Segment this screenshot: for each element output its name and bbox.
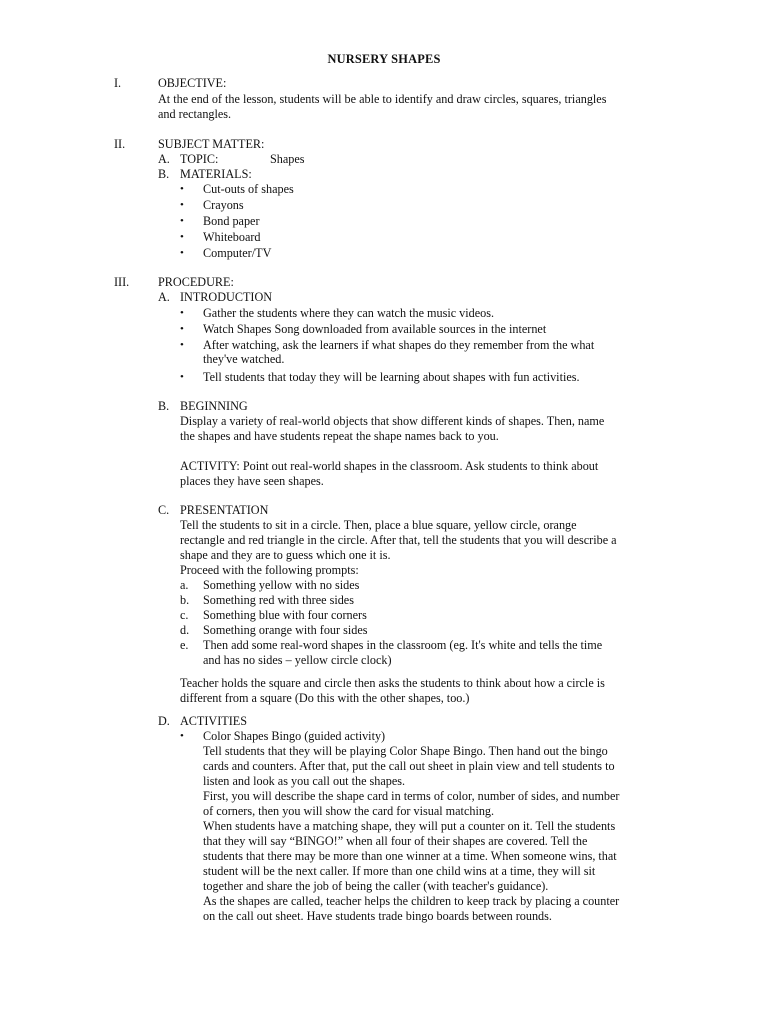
beginning-activity-line: ACTIVITY: Point out real-world shapes in the classroom. Ask students to think about: [180, 459, 599, 473]
activities-text-line: on the call out sheet. Have students trade bingo boards between rounds.: [203, 909, 552, 923]
presentation-letter: C.: [158, 503, 170, 517]
bullet-icon: •: [180, 215, 184, 227]
bullet-icon: •: [180, 183, 184, 195]
bullet-icon: •: [180, 371, 184, 383]
bullet-icon: •: [180, 339, 184, 351]
activities-text-line: As the shapes are called, teacher helps the children to keep track by placing a counter: [203, 894, 620, 908]
prompt-letter: d.: [180, 623, 190, 637]
presentation-text-line: Proceed with the following prompts:: [180, 563, 359, 577]
objective-text-line: At the end of the lesson, students will be able to identify and draw circles, squares, triangles: [158, 92, 607, 106]
prompt-letter: b.: [180, 593, 190, 607]
bullet-icon: •: [180, 199, 184, 211]
presentation-text-line: rectangle and red triangle in the circle. After that, tell the students that you will describe a: [180, 533, 617, 547]
introduction-label: INTRODUCTION: [180, 290, 273, 304]
materials-letter: B.: [158, 167, 170, 181]
introduction-item: After watching, ask the learners if what shapes do they remember from the what: [203, 338, 595, 352]
bullet-icon: •: [180, 231, 184, 243]
material-item: Bond paper: [203, 214, 260, 228]
prompt-text: Something orange with four sides: [203, 623, 368, 637]
introduction-item: Watch Shapes Song downloaded from available sources in the internet: [203, 322, 547, 336]
introduction-heading: [158, 290, 272, 305]
activities-text-line: student will be the next caller. If more than one child wins at a time, they will sit: [203, 864, 596, 878]
presentation-teacher-line: different from a square (Do this with the other shapes, too.): [180, 691, 470, 705]
prompt-text: Something blue with four corners: [203, 608, 367, 622]
introduction-item: they've watched.: [203, 352, 285, 366]
material-item: Cut-outs of shapes: [203, 182, 294, 196]
topic-label: TOPIC:: [180, 152, 219, 166]
beginning-heading: [158, 399, 248, 414]
activities-text-line: cards and counters. After that, put the call out sheet in plain view and tell students to: [203, 759, 615, 773]
document-title: NURSERY SHAPES: [327, 52, 441, 66]
bullet-icon: •: [180, 730, 184, 742]
activities-letter: D.: [158, 714, 170, 728]
presentation-label: PRESENTATION: [180, 503, 269, 517]
activities-text-line: listen and look as you call out the shapes.: [203, 774, 406, 788]
topic-letter: A.: [158, 152, 170, 166]
material-item: Whiteboard: [203, 230, 261, 244]
presentation-text-line: Tell the students to sit in a circle. Then, place a blue square, yellow circle, orange: [180, 518, 577, 532]
prompt-text: Then add some real-word shapes in the classroom (eg. It's white and tells the time: [203, 638, 603, 652]
beginning-letter: B.: [158, 399, 170, 413]
prompt-letter: e.: [180, 638, 189, 652]
beginning-label: BEGINNING: [180, 399, 248, 413]
beginning-text-line: the shapes and have students repeat the shape names back to you.: [180, 429, 499, 443]
prompt-letter: a.: [180, 578, 189, 592]
prompt-letter: c.: [180, 608, 189, 622]
beginning-activity-line: places they have seen shapes.: [180, 474, 324, 488]
section-number-procedure: III.: [114, 275, 130, 289]
presentation-text-line: shape and they are to guess which one it is.: [180, 548, 391, 562]
activities-text-line: Tell students that they will be playing Color Shape Bingo. Then hand out the bingo: [203, 744, 608, 758]
topic-row: [158, 152, 218, 167]
bullet-icon: •: [180, 247, 184, 259]
bingo-title: Color Shapes Bingo (guided activity): [203, 729, 386, 743]
introduction-item: Gather the students where they can watch the music videos.: [203, 306, 495, 320]
introduction-letter: A.: [158, 290, 170, 304]
beginning-text-line: Display a variety of real-world objects that show different kinds of shapes. Then, name: [180, 414, 605, 428]
topic-value: Shapes: [270, 152, 305, 166]
introduction-item: Tell students that today they will be learning about shapes with fun activities.: [203, 370, 580, 384]
presentation-teacher-line: Teacher holds the square and circle then asks the students to think about how a circle is: [180, 676, 605, 690]
prompt-text: and has no sides – yellow circle clock): [203, 653, 392, 667]
presentation-heading: [158, 503, 268, 518]
section-heading-objective: OBJECTIVE:: [158, 76, 227, 90]
section-heading-subject-matter: SUBJECT MATTER:: [158, 137, 265, 151]
materials-label: MATERIALS:: [180, 167, 252, 181]
activities-text-line: When students have a matching shape, they will put a counter on it. Tell the students: [203, 819, 616, 833]
materials-row: [158, 167, 252, 182]
prompt-text: Something yellow with no sides: [203, 578, 360, 592]
activities-text-line: First, you will describe the shape card in terms of color, number of sides, and number: [203, 789, 620, 803]
section-heading-procedure: PROCEDURE:: [158, 275, 234, 289]
section-number-subject-matter: II.: [114, 137, 126, 151]
prompt-text: Something red with three sides: [203, 593, 354, 607]
activities-text-line: of corners, then you will show the card for visual matching.: [203, 804, 495, 818]
section-number-objective: I.: [114, 76, 122, 90]
activities-label: ACTIVITIES: [180, 714, 248, 728]
bullet-icon: •: [180, 323, 184, 335]
activities-text-line: together and share the job of being the caller (with teacher's guidance).: [203, 879, 549, 893]
material-item: Crayons: [203, 198, 244, 212]
activities-text-line: students that there may be more than one winner at a time. When someone wins, that: [203, 849, 617, 863]
activities-text-line: that they will say “BINGO!” when all four of their shapes are covered. Tell the: [203, 834, 588, 848]
material-item: Computer/TV: [203, 246, 272, 260]
objective-text-line: and rectangles.: [158, 107, 232, 121]
activities-heading: [158, 714, 247, 729]
bullet-icon: •: [180, 307, 184, 319]
